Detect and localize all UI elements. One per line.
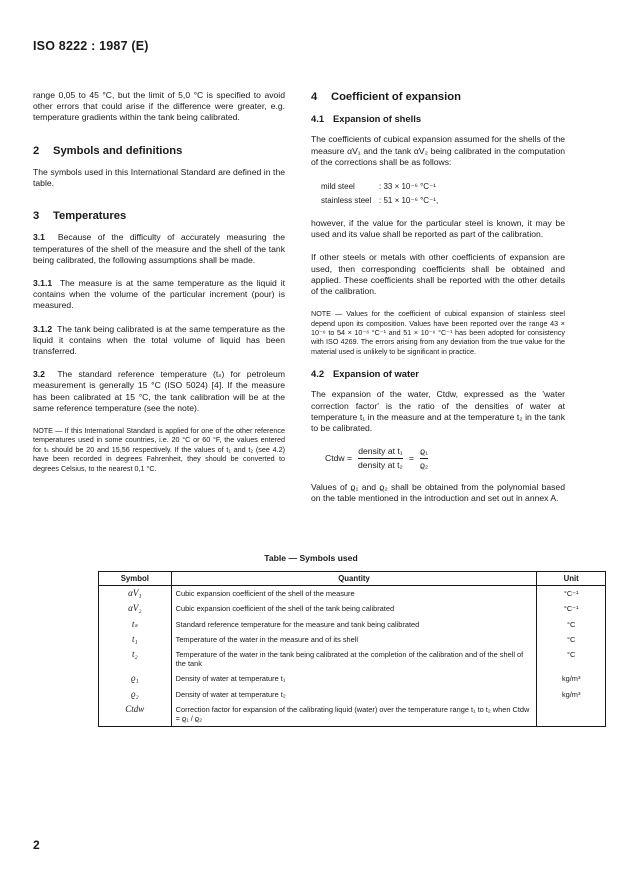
section-4-2-title: Expansion of water xyxy=(333,368,419,380)
mild-steel-label: mild steel xyxy=(321,182,355,192)
table-cell-symbol: tₛ xyxy=(131,618,138,629)
clause-3-1-1 xyxy=(33,278,285,312)
clause-3-2 xyxy=(33,369,285,414)
left-column xyxy=(33,90,285,485)
section-4-number: 4 xyxy=(311,91,318,103)
stainless-note: NOTE — Values for the coefficient of cubical expansion of stainless steel depend upon its composition. Values have been reported over the range 43 × 10⁻⁶ to 54 × 10⁻⁶ °C⁻¹ and 51 × 10⁻⁶ °C⁻¹ has been adopted for consistency with ISO 4269. The errors arising from any deviation from the true value for the material used is unlikely to be significant in practice. xyxy=(311,309,565,356)
formula-denominator-rho: ϱ₂ xyxy=(419,460,429,471)
clause-3-1 xyxy=(33,232,285,266)
table-title: Table — Symbols used xyxy=(264,553,358,563)
table-cell-quantity: Correction factor for expansion of the calibrating liquid (water) over the temperature range t₁ to t₂ when Ctdw = ϱ₁ / ϱ₂ xyxy=(171,702,537,727)
table-row xyxy=(99,601,606,616)
intro-paragraph: range 0,05 to 45 °C, but the limit of 5,0 °C is specified to avoid other errors that could arise if the difference were greater, e.g. temperature gradients within the tank being calibrated. xyxy=(33,90,285,123)
table-cell-unit xyxy=(537,702,606,727)
fraction-bar xyxy=(358,458,403,459)
table-row xyxy=(99,702,606,727)
table-cell-unit: kg/m³ xyxy=(537,687,606,702)
section-2-text: The symbols used in this International Standard are defined in the table. xyxy=(33,166,285,189)
section-4-1-number: 4.1 xyxy=(311,113,325,125)
section-4-heading xyxy=(311,92,565,103)
table-row xyxy=(99,617,606,632)
formula-numerator-density: density at t₁ xyxy=(358,446,403,457)
table-cell-unit: °C xyxy=(537,617,606,632)
section-2-heading xyxy=(33,146,285,157)
table-cell-unit: °C xyxy=(537,632,606,647)
section-4-2-heading xyxy=(311,368,565,379)
coefficient-mild-steel xyxy=(321,180,565,194)
section-4-1-text: The coefficients of cubical expansion assumed for the shells of the measure αV₁ and the tank αV₂ being calibrated in the computation of the corrections shall be as follows: xyxy=(311,134,565,167)
coefficient-stainless-steel xyxy=(321,194,565,208)
table-cell-quantity: Temperature of the water in the measure and of its shell xyxy=(171,632,537,647)
coefficient-list xyxy=(321,180,565,208)
density-fraction xyxy=(358,446,403,471)
table-cell-symbol: Ctdw xyxy=(125,703,145,714)
table-cell-symbol: ϱ₁ xyxy=(130,673,139,684)
clause-3-2-number: 3.2 xyxy=(33,369,45,380)
section-4-1-after: however, if the value for the particular steel is known, it may be used and its value shall be reported as part of the calibration. xyxy=(311,218,565,240)
table-row xyxy=(99,586,606,602)
table-cell-quantity: Temperature of the water in the tank being calibrated at the completion of the calibration and of the shell of the tank xyxy=(171,647,537,671)
document-header: ISO 8222 : 1987 (E) xyxy=(33,39,149,53)
mild-steel-value: : 33 × 10⁻⁶ °C⁻¹ xyxy=(379,182,436,192)
table-cell-quantity: Standard reference temperature for the measure and tank being calibrated xyxy=(171,617,537,632)
table-cell-symbol: αV₁ xyxy=(128,588,142,599)
clause-3-1-text: Because of the difficulty of accurately measuring the temperatures of the shell of the measure and the shell of the tank being calibrated, the following assumptions shall be made. xyxy=(33,232,285,265)
clause-3-1-2-number: 3.1.2 xyxy=(33,323,53,334)
table-cell-quantity: Density of water at temperature t₂ xyxy=(171,687,537,702)
clause-3-1-1-text: The measure is at the same temperature as the liquid it contains when the volume of the particular increment (pour) is measured. xyxy=(33,278,285,311)
right-column xyxy=(311,92,565,516)
table-cell-unit: kg/m³ xyxy=(537,671,606,686)
table-header-row xyxy=(99,572,606,586)
table-header-unit: Unit xyxy=(537,572,606,586)
temperature-note: NOTE — If this International Standard is applied for one of the other reference temperatures used in some countries, i.e. 20 °C or 60 °F, the values entered for tₛ should be 20 and 15,56 respectively. If the values of t₁ and t₂ (see 4.2) have been recorded in degrees Fahrenheit, they should be converted to degrees Celsius, to the nearest 0,1 °C. xyxy=(33,426,285,473)
formula-lhs: Ctdw = xyxy=(325,453,352,464)
table-cell-quantity: Cubic expansion coefficient of the shell of the measure xyxy=(171,586,537,602)
table-cell-unit: °C xyxy=(537,647,606,671)
section-2-number: 2 xyxy=(33,144,40,157)
symbols-table xyxy=(98,571,606,727)
section-3-heading xyxy=(33,211,285,222)
formula-equals: = xyxy=(408,453,414,464)
section-3-number: 3 xyxy=(33,210,40,223)
table-cell-symbol: αV₂ xyxy=(128,603,142,614)
section-3-title: Temperatures xyxy=(53,210,127,223)
section-2-title: Symbols and definitions xyxy=(53,144,183,157)
table-cell-unit: °C⁻¹ xyxy=(537,586,606,602)
section-4-1-other: If other steels or metals with other coefficients of expansion are used, then corresponding coefficients shall be obtained and applied. These coefficients shall be reported with the other details of the calibration. xyxy=(311,252,565,297)
table-cell-symbol: t₂ xyxy=(131,649,138,660)
table-header-quantity: Quantity xyxy=(171,572,537,586)
section-4-1-title: Expansion of shells xyxy=(333,113,422,125)
table-cell-quantity: Density of water at temperature t₁ xyxy=(171,671,537,686)
table-row xyxy=(99,687,606,702)
formula-denominator-density: density at t₂ xyxy=(358,460,403,471)
stainless-steel-value: : 51 × 10⁻⁶ °C⁻¹, xyxy=(379,196,439,206)
table-row xyxy=(99,671,606,686)
stainless-steel-label: stainless steel xyxy=(321,196,372,206)
section-4-2-number: 4.2 xyxy=(311,368,325,380)
formula-numerator-rho: ϱ₁ xyxy=(420,446,428,457)
fraction-bar xyxy=(420,458,428,459)
table-row xyxy=(99,647,606,671)
clause-3-1-2-text: The tank being calibrated is at the same temperature as the liquid it contains when the total volume of liquid has been transferred. xyxy=(33,323,285,357)
clause-3-1-2 xyxy=(33,324,285,358)
clause-3-1-1-number: 3.1.1 xyxy=(33,278,53,289)
rho-fraction xyxy=(420,446,428,471)
clause-3-1-number: 3.1 xyxy=(33,232,45,243)
table-cell-quantity: Cubic expansion coefficient of the shell of the tank being calibrated xyxy=(171,601,537,616)
table-cell-symbol: t₁ xyxy=(131,633,138,644)
section-4-1-heading xyxy=(311,113,565,124)
section-4-2-text: The expansion of the water, Ctdw, expressed as the 'water correction factor' is the ratio of the densities of water at temperature t₁ in the measure and at the temperature t₂ in the tank to be calibrated. xyxy=(311,389,565,434)
table-cell-unit: °C⁻¹ xyxy=(537,601,606,616)
section-4-title: Coefficient of expansion xyxy=(331,91,461,103)
table-header-symbol: Symbol xyxy=(99,572,172,586)
table-row xyxy=(99,632,606,647)
clause-3-2-text: The standard reference temperature (tₛ) for petroleum measurement is generally 15 °C (ISO 5024) [4]. If the measure has been calibrated at 15 °C, the tank calibration will be at the same reference temperature (see the note). xyxy=(33,369,285,413)
page-number: 2 xyxy=(33,838,40,852)
table-cell-symbol: ϱ₂ xyxy=(130,688,139,699)
water-correction-formula xyxy=(325,446,565,471)
section-4-2-after: Values of ϱ₁ and ϱ₂ shall be obtained from the polynomial based on the table mentioned in the introduction and set out in annex A. xyxy=(311,481,565,503)
